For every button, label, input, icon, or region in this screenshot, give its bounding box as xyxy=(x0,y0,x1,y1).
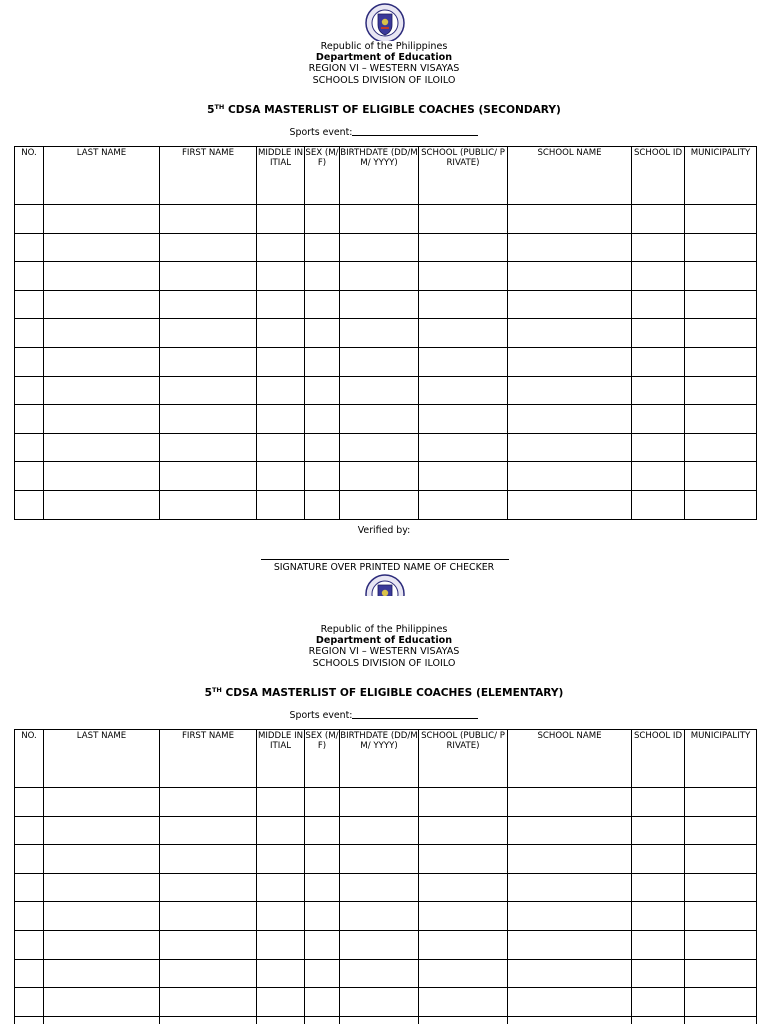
cell-birthdate[interactable] xyxy=(340,959,419,988)
verified-by-label: Verified by: xyxy=(357,525,411,536)
cell-sex[interactable] xyxy=(305,319,340,348)
department-line: Department of Education xyxy=(315,635,453,647)
cell-school-id[interactable] xyxy=(632,462,685,491)
table-row xyxy=(15,816,757,845)
cell-sex[interactable] xyxy=(305,205,340,234)
column-header-municipality: MUNICIPALITY xyxy=(685,147,757,205)
cell-middle-initial[interactable] xyxy=(257,490,305,519)
cell-school-id[interactable] xyxy=(632,930,685,959)
cell-sex[interactable] xyxy=(305,462,340,491)
cell-school-id[interactable] xyxy=(632,347,685,376)
table-row xyxy=(15,959,757,988)
cell-last-name[interactable] xyxy=(44,788,160,817)
cell-school-type[interactable] xyxy=(419,490,508,519)
cell-school-id[interactable] xyxy=(632,290,685,319)
cell-school-id[interactable] xyxy=(632,262,685,291)
cell-sex[interactable] xyxy=(305,290,340,319)
cell-last-name[interactable] xyxy=(44,902,160,931)
column-header-last-name: LAST NAME xyxy=(44,147,160,205)
cell-sex[interactable] xyxy=(305,959,340,988)
cell-school-type[interactable] xyxy=(419,845,508,874)
table-row xyxy=(15,462,757,491)
cell-municipality[interactable] xyxy=(685,930,757,959)
cell-school-id[interactable] xyxy=(632,433,685,462)
cell-school-name[interactable] xyxy=(508,319,632,348)
cell-municipality[interactable] xyxy=(685,262,757,291)
cell-school-type[interactable] xyxy=(419,433,508,462)
elementary-title xyxy=(0,686,768,699)
cell-birthdate[interactable] xyxy=(340,988,419,1017)
table-row xyxy=(15,845,757,874)
cell-birthdate[interactable] xyxy=(340,788,419,817)
cell-school-name[interactable] xyxy=(508,490,632,519)
cell-school-name[interactable] xyxy=(508,405,632,434)
cell-school-type[interactable] xyxy=(419,205,508,234)
region-line: REGION VI – WESTERN VISAYAS xyxy=(308,63,460,75)
cell-birthdate[interactable] xyxy=(340,433,419,462)
cell-sex[interactable] xyxy=(305,233,340,262)
cell-school-name[interactable] xyxy=(508,233,632,262)
cell-birthdate[interactable] xyxy=(340,873,419,902)
cell-birthdate[interactable] xyxy=(340,490,419,519)
cell-school-id[interactable] xyxy=(632,376,685,405)
cell-last-name[interactable] xyxy=(44,1016,160,1024)
cell-first-name[interactable] xyxy=(160,930,257,959)
cell-school-name[interactable] xyxy=(508,930,632,959)
cell-school-name[interactable] xyxy=(508,290,632,319)
secondary-sports-event xyxy=(0,126,768,138)
cell-school-id[interactable] xyxy=(632,902,685,931)
cell-school-name[interactable] xyxy=(508,902,632,931)
cell-municipality[interactable] xyxy=(685,405,757,434)
cell-school-id[interactable] xyxy=(632,959,685,988)
table-row xyxy=(15,490,757,519)
cell-no[interactable] xyxy=(15,376,44,405)
cell-school-type[interactable] xyxy=(419,347,508,376)
cell-school-type[interactable] xyxy=(419,233,508,262)
cell-school-id[interactable] xyxy=(632,788,685,817)
cell-no[interactable] xyxy=(15,1016,44,1024)
cell-last-name[interactable] xyxy=(44,433,160,462)
cell-municipality[interactable] xyxy=(685,433,757,462)
cell-no[interactable] xyxy=(15,233,44,262)
cell-first-name[interactable] xyxy=(160,462,257,491)
column-header-school-type: SCHOOL (PUBLIC/ PRIVATE) xyxy=(419,730,508,788)
cell-sex[interactable] xyxy=(305,902,340,931)
column-header-school-name: SCHOOL NAME xyxy=(508,147,632,205)
cell-school-name[interactable] xyxy=(508,788,632,817)
cell-middle-initial[interactable] xyxy=(257,347,305,376)
region-line: REGION VI – WESTERN VISAYAS xyxy=(308,646,460,658)
column-header-no: NO. xyxy=(15,730,44,788)
table-row xyxy=(15,1016,757,1024)
cell-municipality[interactable] xyxy=(685,347,757,376)
cell-middle-initial[interactable] xyxy=(257,433,305,462)
cell-sex[interactable] xyxy=(305,816,340,845)
column-header-middle-initial: MIDDLE INITIAL xyxy=(257,730,305,788)
cell-last-name[interactable] xyxy=(44,930,160,959)
secondary-title xyxy=(0,103,768,116)
cell-middle-initial[interactable] xyxy=(257,873,305,902)
cell-municipality[interactable] xyxy=(685,902,757,931)
cell-birthdate[interactable] xyxy=(340,347,419,376)
cell-middle-initial[interactable] xyxy=(257,262,305,291)
cell-no[interactable] xyxy=(15,873,44,902)
cell-first-name[interactable] xyxy=(160,233,257,262)
cell-school-id[interactable] xyxy=(632,205,685,234)
cell-sex[interactable] xyxy=(305,376,340,405)
cell-school-name[interactable] xyxy=(508,1016,632,1024)
title-ordinal-suffix: TH xyxy=(211,686,222,694)
cell-school-type[interactable] xyxy=(419,988,508,1017)
table-row xyxy=(15,347,757,376)
cell-first-name[interactable] xyxy=(160,319,257,348)
cell-middle-initial[interactable] xyxy=(257,1016,305,1024)
table-row xyxy=(15,290,757,319)
cell-last-name[interactable] xyxy=(44,347,160,376)
cell-sex[interactable] xyxy=(305,873,340,902)
cell-middle-initial[interactable] xyxy=(257,405,305,434)
cell-school-id[interactable] xyxy=(632,490,685,519)
cell-first-name[interactable] xyxy=(160,205,257,234)
cell-sex[interactable] xyxy=(305,845,340,874)
cell-no[interactable] xyxy=(15,319,44,348)
column-header-last-name: LAST NAME xyxy=(44,730,160,788)
republic-line: Republic of the Philippines xyxy=(320,41,448,52)
sports-event-label: Sports event: xyxy=(289,710,353,721)
column-header-first-name: FIRST NAME xyxy=(160,730,257,788)
cell-birthdate[interactable] xyxy=(340,262,419,291)
column-header-municipality: MUNICIPALITY xyxy=(685,730,757,788)
cell-no[interactable] xyxy=(15,959,44,988)
cell-first-name[interactable] xyxy=(160,347,257,376)
cell-school-id[interactable] xyxy=(632,1016,685,1024)
cell-school-name[interactable] xyxy=(508,262,632,291)
cell-sex[interactable] xyxy=(305,788,340,817)
cell-birthdate[interactable] xyxy=(340,319,419,348)
cell-municipality[interactable] xyxy=(685,816,757,845)
cell-birthdate[interactable] xyxy=(340,290,419,319)
table-row xyxy=(15,405,757,434)
letterhead xyxy=(0,624,768,669)
cell-school-id[interactable] xyxy=(632,988,685,1017)
cell-school-id[interactable] xyxy=(632,845,685,874)
column-header-school-name: SCHOOL NAME xyxy=(508,730,632,788)
cell-birthdate[interactable] xyxy=(340,930,419,959)
table-header-row xyxy=(15,147,757,205)
cell-middle-initial[interactable] xyxy=(257,988,305,1017)
table-header-row xyxy=(15,730,757,788)
letterhead xyxy=(0,41,768,86)
cell-school-type[interactable] xyxy=(419,462,508,491)
cell-middle-initial[interactable] xyxy=(257,902,305,931)
cell-birthdate[interactable] xyxy=(340,902,419,931)
cell-birthdate[interactable] xyxy=(340,1016,419,1024)
cell-school-type[interactable] xyxy=(419,319,508,348)
cell-first-name[interactable] xyxy=(160,788,257,817)
table-row xyxy=(15,988,757,1017)
title-ordinal: 5 xyxy=(207,104,215,116)
cell-first-name[interactable] xyxy=(160,290,257,319)
cell-school-name[interactable] xyxy=(508,347,632,376)
cell-school-name[interactable] xyxy=(508,462,632,491)
cell-no[interactable] xyxy=(15,988,44,1017)
column-header-no: NO. xyxy=(15,147,44,205)
title-text: CDSA MASTERLIST OF ELIGIBLE COACHES (SECONDARY) xyxy=(224,104,561,116)
table-row xyxy=(15,376,757,405)
cell-last-name[interactable] xyxy=(44,262,160,291)
secondary-coaches-table xyxy=(14,146,757,520)
sports-event-blank[interactable] xyxy=(352,126,478,136)
cell-no[interactable] xyxy=(15,347,44,376)
cell-birthdate[interactable] xyxy=(340,462,419,491)
column-header-school-id: SCHOOL ID xyxy=(632,730,685,788)
table-row xyxy=(15,262,757,291)
deped-seal-icon xyxy=(362,574,408,596)
cell-first-name[interactable] xyxy=(160,959,257,988)
cell-municipality[interactable] xyxy=(685,988,757,1017)
cell-first-name[interactable] xyxy=(160,262,257,291)
column-header-birthdate: BIRTHDATE (DD/MM/ YYYY) xyxy=(340,730,419,788)
cell-last-name[interactable] xyxy=(44,959,160,988)
cell-first-name[interactable] xyxy=(160,490,257,519)
cell-school-type[interactable] xyxy=(419,262,508,291)
cell-school-type[interactable] xyxy=(419,902,508,931)
cell-first-name[interactable] xyxy=(160,433,257,462)
cell-municipality[interactable] xyxy=(685,490,757,519)
cell-last-name[interactable] xyxy=(44,490,160,519)
cell-middle-initial[interactable] xyxy=(257,788,305,817)
signature-label: SIGNATURE OVER PRINTED NAME OF CHECKER xyxy=(273,562,495,573)
cell-first-name[interactable] xyxy=(160,902,257,931)
cell-middle-initial[interactable] xyxy=(257,205,305,234)
cell-municipality[interactable] xyxy=(685,845,757,874)
cell-municipality[interactable] xyxy=(685,233,757,262)
cell-school-id[interactable] xyxy=(632,816,685,845)
cell-first-name[interactable] xyxy=(160,405,257,434)
table-row xyxy=(15,233,757,262)
cell-school-type[interactable] xyxy=(419,1016,508,1024)
cell-school-id[interactable] xyxy=(632,233,685,262)
cell-first-name[interactable] xyxy=(160,376,257,405)
cell-no[interactable] xyxy=(15,788,44,817)
cell-sex[interactable] xyxy=(305,930,340,959)
cell-school-name[interactable] xyxy=(508,816,632,845)
table-row xyxy=(15,205,757,234)
cell-sex[interactable] xyxy=(305,988,340,1017)
cell-last-name[interactable] xyxy=(44,405,160,434)
cell-school-name[interactable] xyxy=(508,205,632,234)
cell-birthdate[interactable] xyxy=(340,845,419,874)
cell-last-name[interactable] xyxy=(44,873,160,902)
table-row xyxy=(15,788,757,817)
column-header-school-type: SCHOOL (PUBLIC/ PRIVATE) xyxy=(419,147,508,205)
cell-birthdate[interactable] xyxy=(340,233,419,262)
cell-school-name[interactable] xyxy=(508,873,632,902)
elementary-sports-event xyxy=(0,709,768,721)
cell-last-name[interactable] xyxy=(44,376,160,405)
cell-school-name[interactable] xyxy=(508,988,632,1017)
cell-last-name[interactable] xyxy=(44,233,160,262)
cell-sex[interactable] xyxy=(305,1016,340,1024)
cell-first-name[interactable] xyxy=(160,988,257,1017)
cell-no[interactable] xyxy=(15,290,44,319)
cell-school-name[interactable] xyxy=(508,959,632,988)
cell-municipality[interactable] xyxy=(685,290,757,319)
column-header-sex: SEX (M/ F) xyxy=(305,147,340,205)
cell-no[interactable] xyxy=(15,462,44,491)
division-line: SCHOOLS DIVISION OF ILOILO xyxy=(312,657,456,669)
title-ordinal-suffix: TH xyxy=(214,103,225,111)
cell-school-id[interactable] xyxy=(632,405,685,434)
table-row xyxy=(15,873,757,902)
cell-municipality[interactable] xyxy=(685,462,757,491)
cell-municipality[interactable] xyxy=(685,873,757,902)
cell-no[interactable] xyxy=(15,433,44,462)
column-header-first-name: FIRST NAME xyxy=(160,147,257,205)
cell-middle-initial[interactable] xyxy=(257,462,305,491)
cell-first-name[interactable] xyxy=(160,873,257,902)
cell-municipality[interactable] xyxy=(685,788,757,817)
elementary-coaches-table xyxy=(14,729,757,1024)
cell-municipality[interactable] xyxy=(685,205,757,234)
cell-school-name[interactable] xyxy=(508,845,632,874)
cell-last-name[interactable] xyxy=(44,845,160,874)
cell-middle-initial[interactable] xyxy=(257,290,305,319)
cell-school-type[interactable] xyxy=(419,376,508,405)
column-header-sex: SEX (M/ F) xyxy=(305,730,340,788)
cell-municipality[interactable] xyxy=(685,1016,757,1024)
title-ordinal: 5 xyxy=(204,687,212,699)
signature-line[interactable] xyxy=(261,559,509,560)
cell-no[interactable] xyxy=(15,205,44,234)
table-row xyxy=(15,433,757,462)
cell-school-name[interactable] xyxy=(508,376,632,405)
cell-sex[interactable] xyxy=(305,490,340,519)
cell-sex[interactable] xyxy=(305,433,340,462)
cell-middle-initial[interactable] xyxy=(257,816,305,845)
cell-school-id[interactable] xyxy=(632,319,685,348)
cell-birthdate[interactable] xyxy=(340,376,419,405)
deped-seal-icon xyxy=(362,3,408,41)
cell-no[interactable] xyxy=(15,405,44,434)
cell-last-name[interactable] xyxy=(44,816,160,845)
cell-municipality[interactable] xyxy=(685,376,757,405)
cell-school-type[interactable] xyxy=(419,930,508,959)
cell-school-type[interactable] xyxy=(419,873,508,902)
cell-last-name[interactable] xyxy=(44,319,160,348)
cell-last-name[interactable] xyxy=(44,462,160,491)
cell-sex[interactable] xyxy=(305,262,340,291)
cell-middle-initial[interactable] xyxy=(257,319,305,348)
cell-school-id[interactable] xyxy=(632,873,685,902)
sports-event-label: Sports event: xyxy=(289,127,353,138)
cell-sex[interactable] xyxy=(305,405,340,434)
cell-middle-initial[interactable] xyxy=(257,376,305,405)
cell-middle-initial[interactable] xyxy=(257,959,305,988)
cell-middle-initial[interactable] xyxy=(257,930,305,959)
cell-first-name[interactable] xyxy=(160,1016,257,1024)
table-row xyxy=(15,930,757,959)
cell-no[interactable] xyxy=(15,490,44,519)
cell-birthdate[interactable] xyxy=(340,816,419,845)
cell-birthdate[interactable] xyxy=(340,405,419,434)
cell-no[interactable] xyxy=(15,902,44,931)
cell-no[interactable] xyxy=(15,262,44,291)
division-line: SCHOOLS DIVISION OF ILOILO xyxy=(312,74,456,86)
cell-last-name[interactable] xyxy=(44,988,160,1017)
cell-municipality[interactable] xyxy=(685,959,757,988)
cell-no[interactable] xyxy=(15,816,44,845)
column-header-birthdate: BIRTHDATE (DD/MM/ YYYY) xyxy=(340,147,419,205)
column-header-middle-initial: MIDDLE INITIAL xyxy=(257,147,305,205)
cell-sex[interactable] xyxy=(305,347,340,376)
republic-line: Republic of the Philippines xyxy=(320,624,448,635)
title-text: CDSA MASTERLIST OF ELIGIBLE COACHES (ELEMENTARY) xyxy=(221,687,564,699)
sports-event-blank[interactable] xyxy=(352,709,478,719)
cell-school-type[interactable] xyxy=(419,816,508,845)
cell-first-name[interactable] xyxy=(160,816,257,845)
cell-school-type[interactable] xyxy=(419,405,508,434)
cell-school-name[interactable] xyxy=(508,433,632,462)
column-header-school-id: SCHOOL ID xyxy=(632,147,685,205)
cell-last-name[interactable] xyxy=(44,290,160,319)
cell-middle-initial[interactable] xyxy=(257,233,305,262)
table-row xyxy=(15,902,757,931)
cell-no[interactable] xyxy=(15,930,44,959)
cell-school-type[interactable] xyxy=(419,290,508,319)
table-row xyxy=(15,319,757,348)
cell-school-type[interactable] xyxy=(419,959,508,988)
cell-school-type[interactable] xyxy=(419,788,508,817)
department-line: Department of Education xyxy=(315,52,453,64)
cell-first-name[interactable] xyxy=(160,845,257,874)
cell-birthdate[interactable] xyxy=(340,205,419,234)
cell-no[interactable] xyxy=(15,845,44,874)
cell-middle-initial[interactable] xyxy=(257,845,305,874)
cell-municipality[interactable] xyxy=(685,319,757,348)
cell-last-name[interactable] xyxy=(44,205,160,234)
